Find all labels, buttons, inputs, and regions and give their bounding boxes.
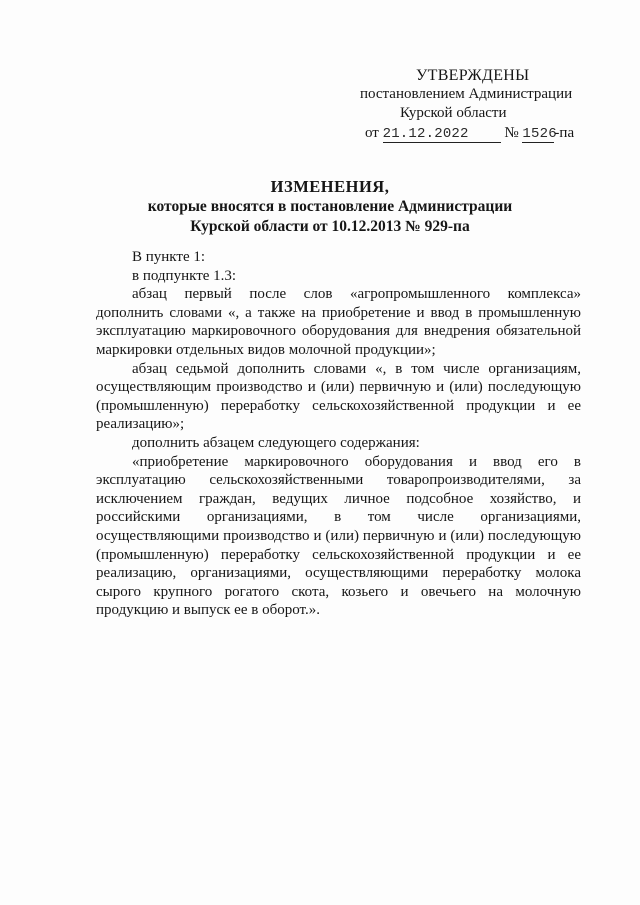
- approval-block: [360, 66, 600, 143]
- approval-date-value: 21.12.2022: [382, 126, 469, 142]
- number-sign: №: [504, 125, 519, 141]
- approval-region-line: Курской области: [400, 105, 507, 121]
- title-line-2: которые вносятся в постановление Администрации: [147, 198, 513, 215]
- document-body: [96, 248, 581, 620]
- approval-heading: УТВЕРЖДЕНЫ: [416, 67, 530, 84]
- approval-date-line: [360, 124, 600, 143]
- paragraph-4: абзац седьмой дополнить словами «, в том числе организациям, осуществляющим производство и (или) первичную и (или) последующую (промышленную) переработку сельскохозяйственной продукции и ее реализацию»;: [96, 360, 581, 433]
- paragraph-1: В пункте 1:: [132, 249, 206, 265]
- number-suffix: -па: [554, 125, 575, 141]
- approval-date-field: [383, 125, 501, 143]
- title-main: ИЗМЕНЕНИЯ,: [270, 177, 390, 196]
- document-title: [120, 177, 540, 237]
- paragraph-2: в подпункте 1.3:: [132, 267, 237, 284]
- paragraph-3: абзац первый после слов «агропромышленного комплекса» дополнить словами «, а также на приобретение и ввод в промышленную эксплуатацию маркировочного оборудования для внедрения обязательной маркировки отдельных видов молочной продукции»;: [96, 286, 581, 358]
- paragraph-6: «приобретение маркировочного оборудования и ввод его в эксплуатацию сельскохозяйственными товаропроизводителями, за исключением граждан, ведущих личное подсобное хозяйство, и российскими организациями, в том числе организациями, осуществляющими производство и (или) первичную и (или) последующую (промышленную) переработку сельскохозяйственной продукции и ее реализацию, организациями, осуществляющими переработку молока сырого крупного рогатого скота, козьего и овечьего на молочную продукцию и выпуск ее в оборот.».: [96, 453, 581, 619]
- approval-number-field: [522, 125, 557, 143]
- paragraph-5: дополнить абзацем следующего содержания:: [132, 434, 420, 451]
- approval-decree-line: постановлением Администрации: [360, 86, 573, 102]
- approval-number-value: 1526: [522, 126, 557, 142]
- title-line-3: Курской области от 10.12.2013 № 929-па: [190, 218, 470, 235]
- date-prefix: от: [365, 125, 379, 141]
